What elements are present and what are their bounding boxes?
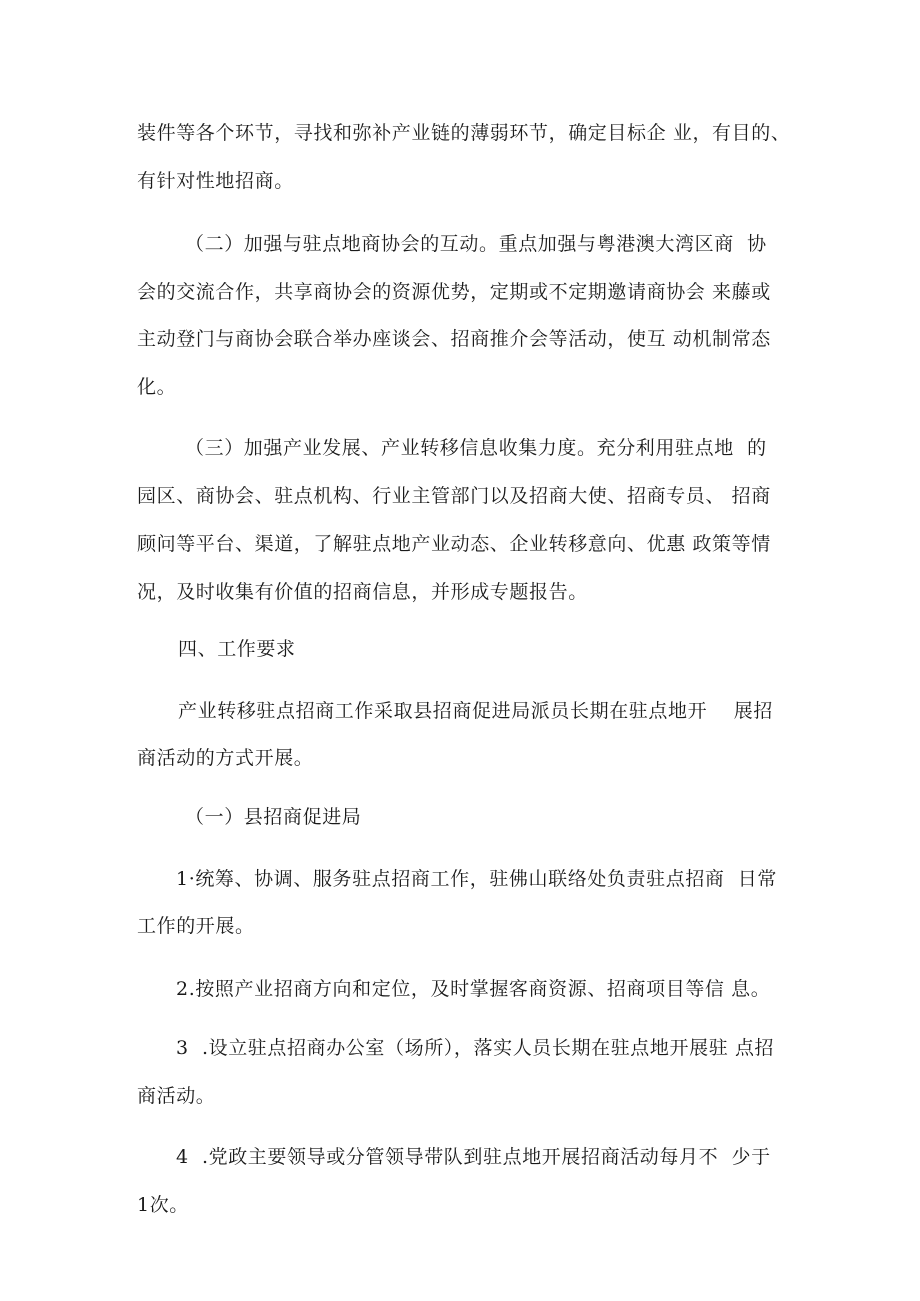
text-line: （二）加强与驻点地商协会的互动。重点加强与粤港澳大湾区商 协 xyxy=(185,233,767,255)
text-line: 商活动。 xyxy=(137,1085,216,1107)
text-line: 会的交流合作，共享商协会的资源优势，定期或不定期邀请商协会 来藤或 xyxy=(137,281,771,303)
text-line: 顾问等平台、渠道，了解驻点地产业动态、企业转移意向、优惠 政策等情 xyxy=(137,533,771,555)
text-line: 装件等各个环节，寻找和弥补产业链的薄弱环节，确定目标企 业，有目的、 xyxy=(137,122,791,144)
subsection-heading: （一）县招商促进局 xyxy=(185,806,362,828)
text-line: 况，及时收集有价值的招商信息，并形成专题报告。 xyxy=(137,581,588,603)
text-line: 园区、商协会、驻点机构、行业主管部门以及招商大使、招商专员、 招商 xyxy=(137,485,771,507)
text-line: 工作的开展。 xyxy=(137,915,255,937)
text-line: 3 .设立驻点招商办公室（场所），落实人员长期在驻点地开展驻 点招 xyxy=(176,1037,775,1059)
text-line: 化。 xyxy=(137,376,177,398)
text-line: 有针对性地招商。 xyxy=(137,170,294,192)
text-line: 4 .党政主要领导或分管领导带队到驻点地开展招商活动每月不 少于 xyxy=(176,1146,771,1168)
text-line: 2.按照产业招商方向和定位，及时掌握客商资源、招商项目等信 息。 xyxy=(176,978,771,1000)
text-line: 1次。 xyxy=(137,1194,189,1216)
text-line: 1·统筹、协调、服务驻点招商工作，驻佛山联络处负责驻点招商 日常 xyxy=(176,868,778,890)
text-line: 商活动的方式开展。 xyxy=(137,747,314,769)
text-line: 主动登门与商协会联合举办座谈会、招商推介会等活动，使互 动机制常态 xyxy=(137,328,771,350)
text-line: 产业转移驻点招商工作采取县招商促进局派员长期在驻点地开 展招 xyxy=(178,700,773,722)
text-line: （三）加强产业发展、产业转移信息收集力度。充分利用驻点地 的 xyxy=(185,437,767,459)
section-heading: 四、工作要求 xyxy=(178,638,296,660)
